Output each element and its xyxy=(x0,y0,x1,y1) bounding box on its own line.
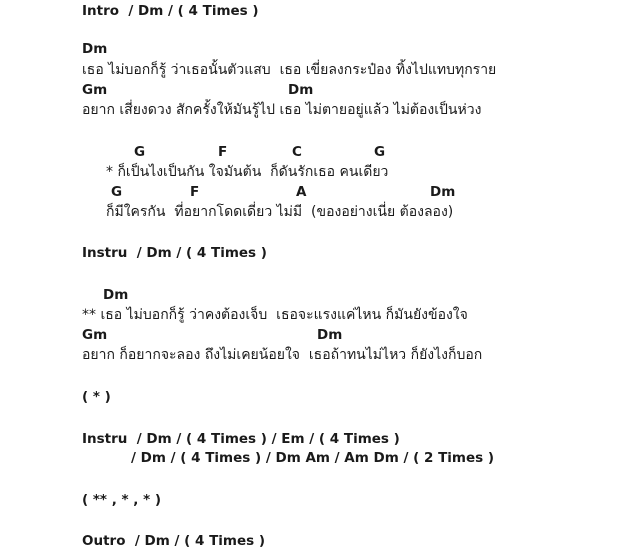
chorus-chord-f: F xyxy=(218,144,228,160)
verse1-chord-dm2: Dm xyxy=(288,82,314,98)
chorus-chord-g: G xyxy=(134,144,146,160)
chorus-lyric-2: ก็มีใครกัน ที่อยากโดดเดี่ยว ไม่มี (ของอย่างเนี่ย ต้องลอง) xyxy=(106,204,454,220)
chorus-chord-g2: G xyxy=(374,144,386,160)
verse2-lyric-1: ** เธอ ไม่บอกก็รู้ ว่าคงต้องเจ็บ เธอจะแรงแค่ไหน ก็มันยังข้องใจ xyxy=(82,307,468,323)
instru1-line: Instru / Dm / ( 4 Times ) xyxy=(82,245,267,261)
verse2-chord-dm2: Dm xyxy=(317,327,343,343)
verse1-lyric-1: เธอ ไม่บอกก็รู้ ว่าเธอนั้นตัวแสบ เธอ เขี่ยลงกระป๋อง ทิ้งไปแทบทุกราย xyxy=(82,62,497,78)
instru2-line2: / Dm / ( 4 Times ) / Dm Am / Am Dm / ( 2 Times ) xyxy=(131,450,495,466)
verse1-chord-gm: Gm xyxy=(82,82,108,98)
chorus-lyric-1: * ก็เป็นไงเป็นกัน ใจมันต้น ก็ดันรักเธอ คนเดียว xyxy=(106,164,389,180)
chorus-chord-dm: Dm xyxy=(430,184,456,200)
verse2-chord-gm: Gm xyxy=(82,327,108,343)
verse2-lyric-2: อยาก ก็อยากจะลอง ถึงไม่เคยน้อยใจ เธอถ้าทนไม่ไหว ก็ยังไงก็บอก xyxy=(82,347,483,363)
outro-line: Outro / Dm / ( 4 Times ) xyxy=(82,533,266,549)
chorus-chord-g3: G xyxy=(111,184,123,200)
intro-line: Intro / Dm / ( 4 Times ) xyxy=(82,3,259,19)
chorus-chord-c: C xyxy=(292,144,302,160)
chorus-chord-a: A xyxy=(296,184,307,200)
chorus-chord-f2: F xyxy=(190,184,200,200)
repeat-all: ( ** , * , * ) xyxy=(82,492,162,508)
repeat-chorus: ( * ) xyxy=(82,389,111,405)
instru2-line1: Instru / Dm / ( 4 Times ) / Em / ( 4 Times ) xyxy=(82,431,400,447)
verse1-chord-dm: Dm xyxy=(82,41,108,57)
verse2-chord-dm: Dm xyxy=(103,287,129,303)
verse1-lyric-2: อยาก เสี่ยงดวง สักครั้งให้มันรู้ไป เธอ ไม่ตายอยู่แล้ว ไม่ต้องเป็นห่วง xyxy=(82,102,482,118)
